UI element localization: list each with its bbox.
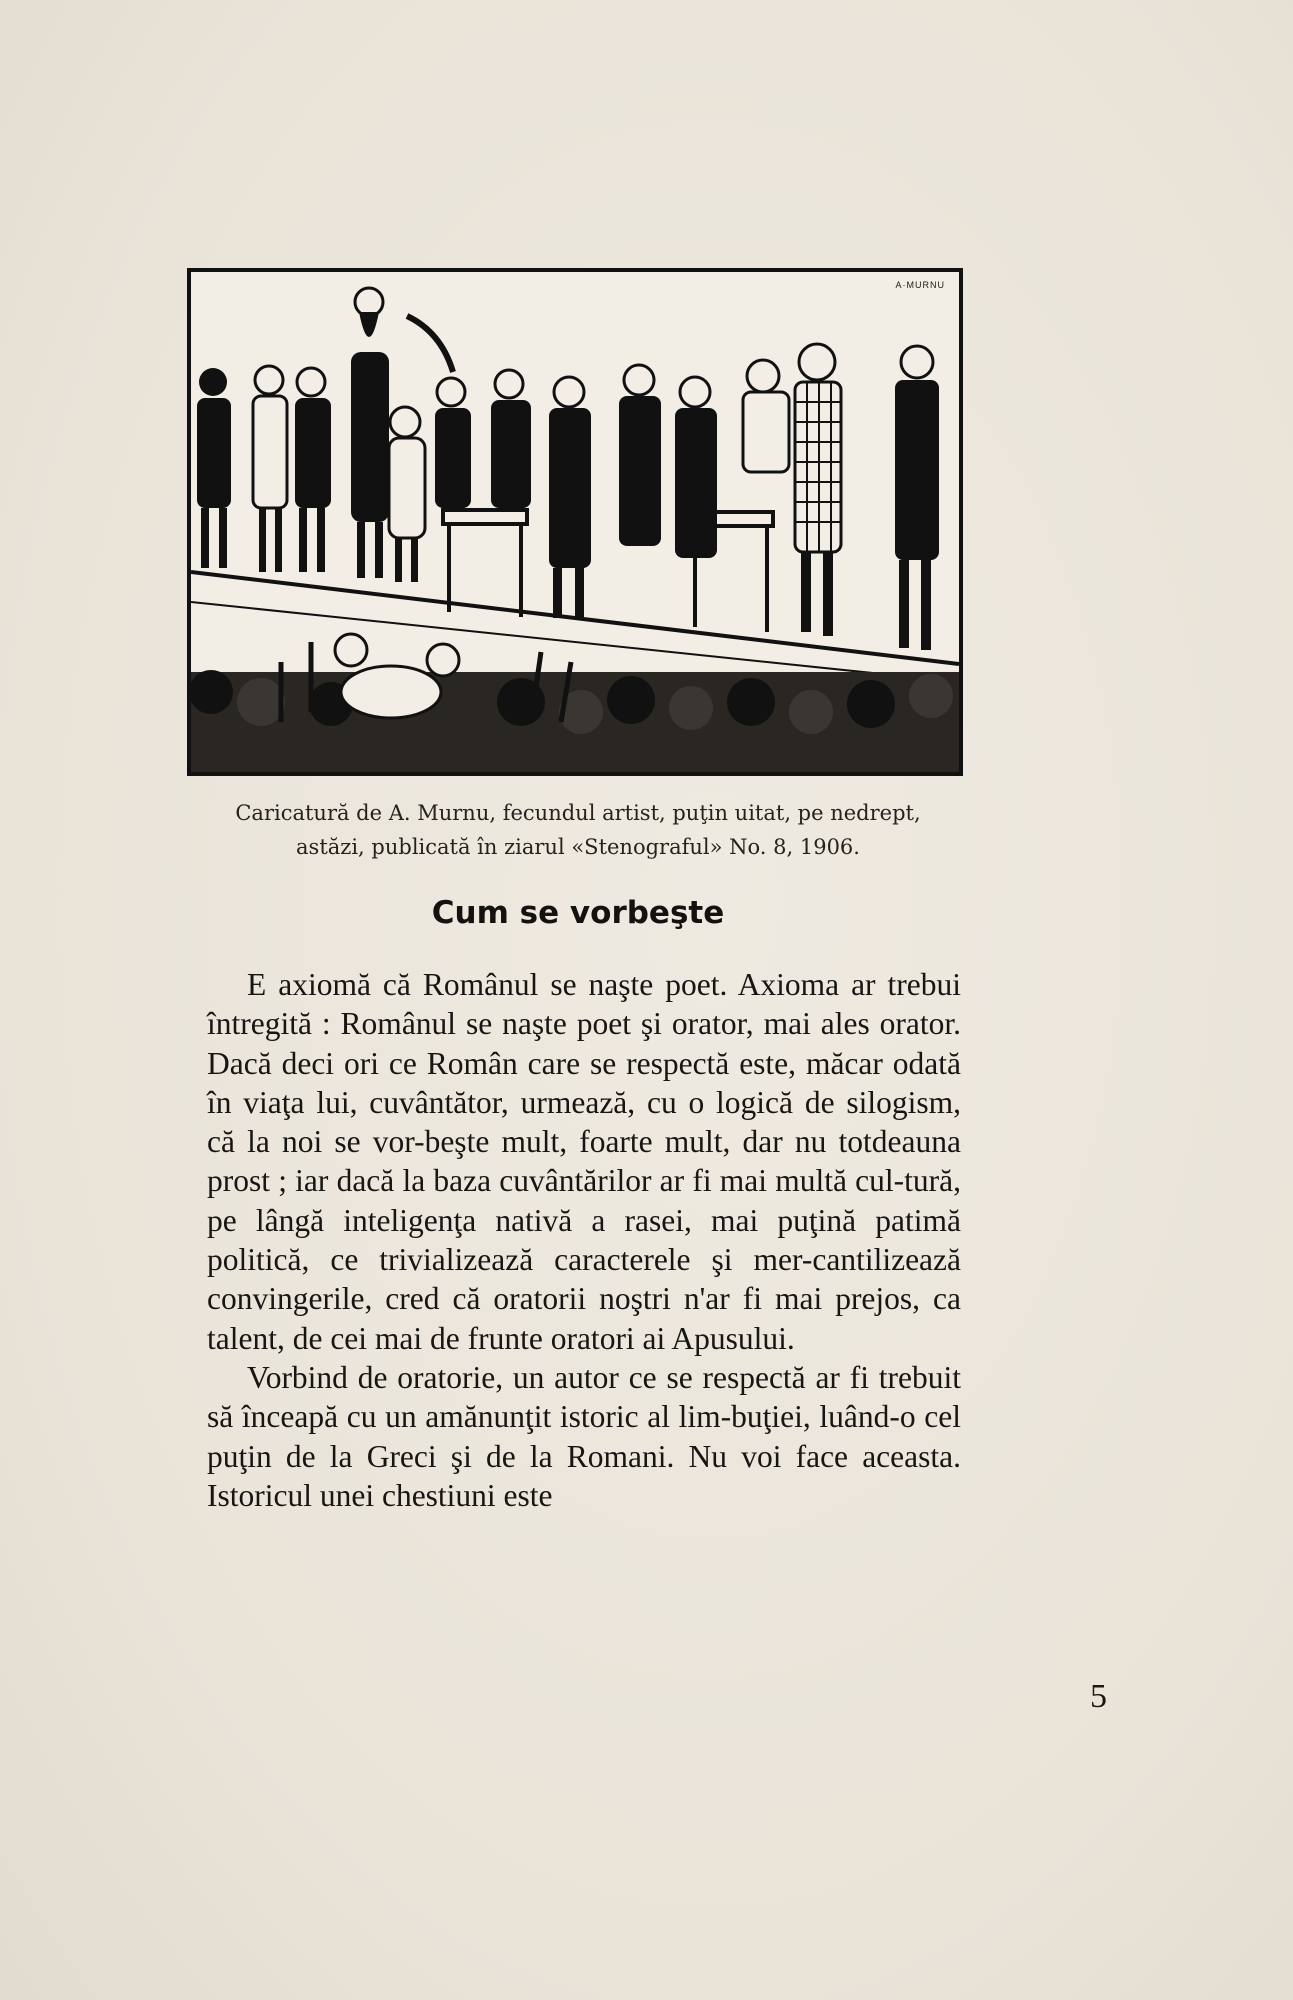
section-title: Cum se vorbeşte <box>431 895 725 931</box>
caricature-drawing <box>191 272 959 772</box>
page-number: 5 <box>1090 1678 1107 1715</box>
illustration-caption <box>190 796 966 864</box>
caricature-illustration <box>187 268 963 776</box>
body-text <box>207 965 961 1515</box>
artist-signature: A·MURNU <box>895 280 945 290</box>
caption-line: Caricatură de A. Murnu, fecundul artist, puţin uitat, pe nedrept, <box>235 801 921 825</box>
paragraph: E axiomă că Românul se naşte poet. Axioma ar trebui întregită : Românul se naşte poet şi orator, mai ales orator. Dacă deci ori ce Român care se respectă este, măcar odată în viaţa lui, cuvântător, urmează, cu o logică de silogism, că la noi se vor-beşte mult, foarte mult, dar nu totdeauna prost ; iar dacă la baza cuvântărilor ar fi mai multă cul-tură, pe lângă inteligenţa nativă a rasei, mai puţină patimă politică, ce trivializează caracterele şi mer-cantilizează convingerile, cred că oratorii noştri n'ar fi mai prejos, ca talent, de cei mai de frunte oratori ai Apusului. <box>207 967 961 1356</box>
paragraph: Vorbind de oratorie, un autor ce se respectă ar fi trebuit să înceapă cu un amănunţit istoric al lim-buţiei, luând-o cel puţin de la Greci şi de la Romani. Nu voi face aceasta. Istoricul unei chestiuni este <box>207 1359 961 1513</box>
caption-line: astăzi, publicată în ziarul «Stenograful» No. 8, 1906. <box>296 835 860 859</box>
